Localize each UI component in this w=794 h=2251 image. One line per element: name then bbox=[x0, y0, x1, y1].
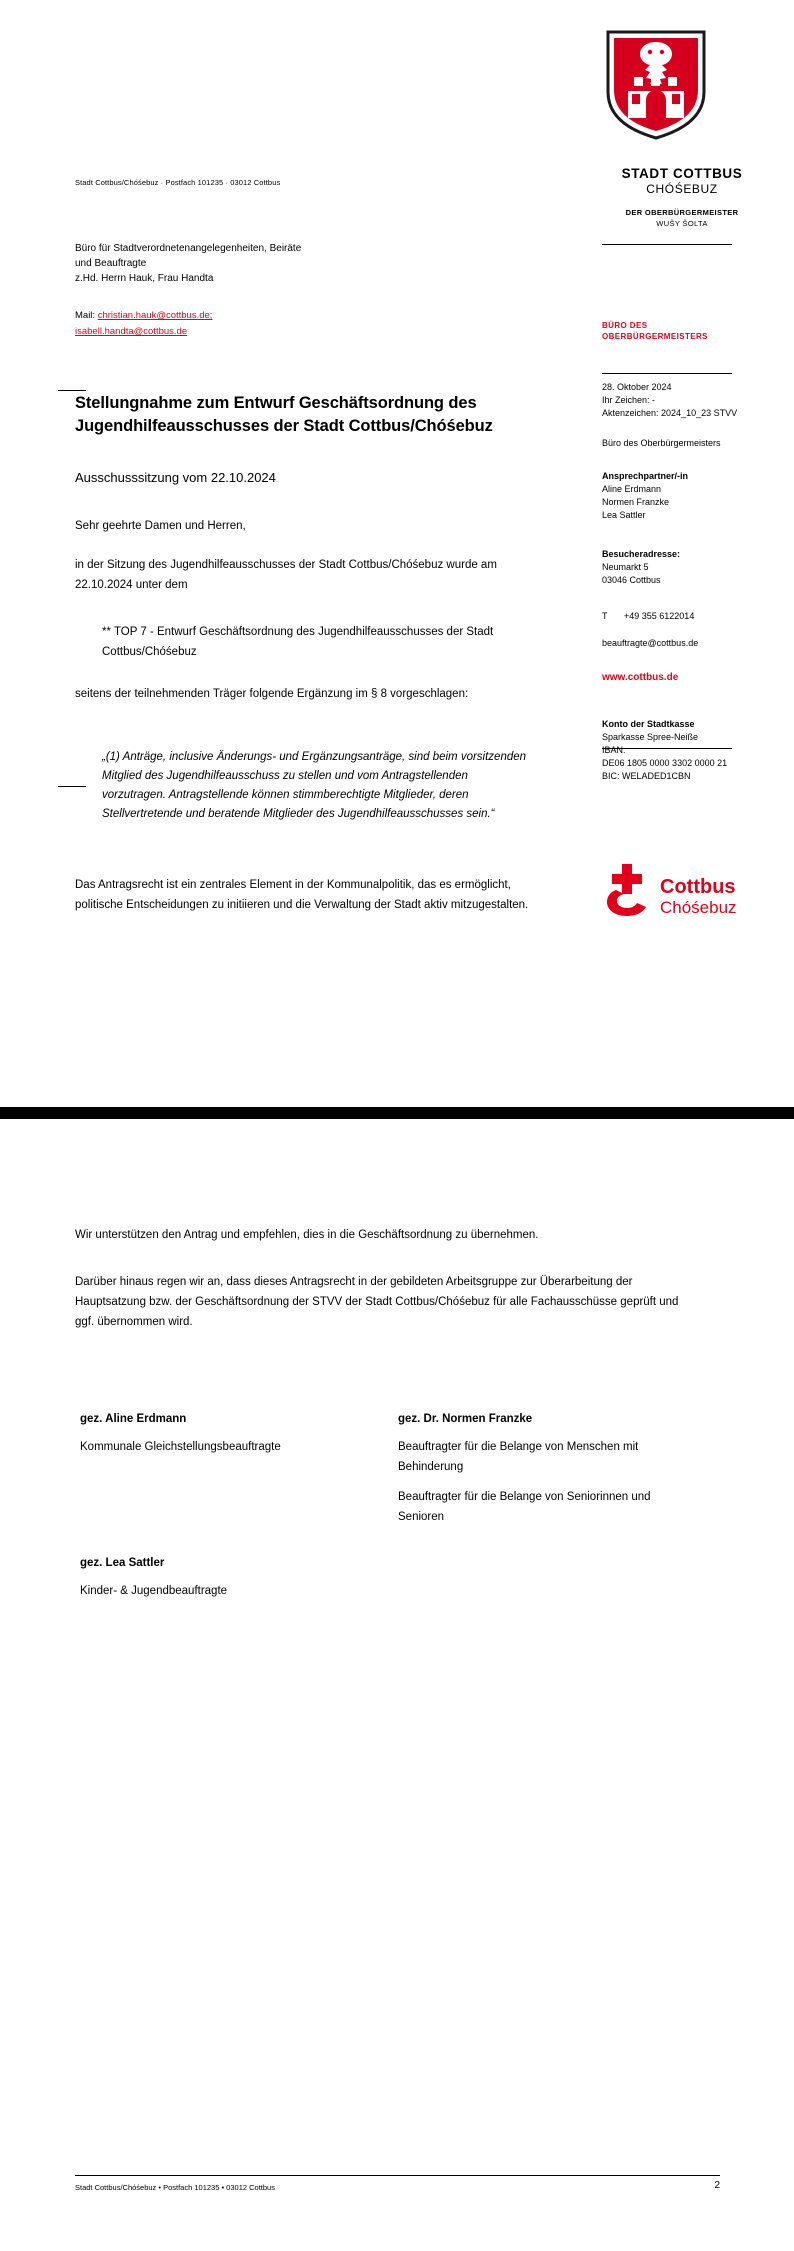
page-subtitle: Ausschusssitzung vom 22.10.2024 bbox=[75, 470, 276, 485]
meta-email[interactable]: beauftragte@cottbus.de bbox=[602, 638, 699, 648]
mail-address-1[interactable]: christian.hauk@cottbus.de; bbox=[97, 310, 213, 321]
phone-label: T bbox=[602, 611, 608, 621]
your-reference: Ihr Zeichen: - bbox=[602, 395, 656, 405]
paragraph-proposal-lead: seitens der teilnehmenden Träger folgende Ergänzung im § 8 vorgeschlagen: bbox=[75, 688, 469, 700]
paragraph-greeting: Sehr geehrte Damen und Herren, bbox=[75, 520, 246, 532]
paragraph-intro: in der Sitzung des Jugendhilfeausschusses der Stadt Cottbus/Chóśebuz wurde am 22.10.2024 unter dem bbox=[75, 559, 497, 591]
paragraph-quote: „(1) Anträge, inclusive Änderungs- und Ergänzungsanträge, sind beim vorsitzenden Mitglied des Jugendhilfeausschuss zu stellen und vom Antragstellenden vorzutragen. Antragstellende können stimmberechtigte Mitglieder, deren Stellvertretende und beratende Mitglieder des Jugendhilfeausschusses sein.“ bbox=[102, 751, 527, 820]
address-line-2: 03046 Cottbus bbox=[602, 575, 661, 585]
divider-top bbox=[602, 244, 732, 245]
paragraph-agenda-item: ** TOP 7 - Entwurf Geschäftsordnung des Jugendhilfeausschusses der Stadt Cottbus/Chóśebuz bbox=[102, 626, 494, 658]
address-line-1: Neumarkt 5 bbox=[602, 562, 649, 572]
meta-bank-title: Konto der Stadtkasse bbox=[602, 719, 695, 729]
signature-name-2: gez. Dr. Normen Franzke bbox=[398, 1413, 533, 1425]
office-label-line2: OBERBÜRGERMEISTERS bbox=[602, 332, 708, 341]
divider-middle bbox=[602, 373, 732, 374]
mail-label: Mail: bbox=[75, 310, 96, 321]
contact-name-1: Aline Erdmann bbox=[602, 484, 662, 494]
fold-mark-upper bbox=[58, 390, 86, 391]
recipient-mail-block bbox=[75, 308, 212, 340]
meta-website[interactable]: www.cottbus.de bbox=[602, 672, 679, 683]
bank-bic: BIC: WELADED1CBN bbox=[602, 771, 691, 781]
footer-page-number: 2 bbox=[714, 2180, 720, 2191]
letter-date: 28. Oktober 2024 bbox=[602, 382, 672, 392]
signature-name-3: gez. Lea Sattler bbox=[80, 1557, 165, 1569]
office-label bbox=[602, 320, 772, 342]
footer-address: Stadt Cottbus/Chóśebuz • Postfach 101235 • 03012 Cottbus bbox=[75, 2183, 275, 2192]
page-separator bbox=[0, 1107, 794, 1119]
bank-iban-label: IBAN: bbox=[602, 745, 626, 755]
file-reference: Aktenzeichen: 2024_10_23 STVV bbox=[602, 408, 738, 418]
meta-contacts bbox=[602, 483, 777, 522]
recipient-line-1: Büro für Stadtverordnetenangelegenheiten, Beiräte bbox=[75, 243, 302, 254]
paragraph-closing: Das Antragsrecht ist ein zentrales Element in der Kommunalpolitik, das es ermöglicht, politische Entscheidungen zu initiieren und die Verwaltung der Stadt aktiv mitzugestalten. bbox=[75, 879, 529, 911]
signature-role-1: Kommunale Gleichstellungsbeauftragte bbox=[80, 1441, 281, 1453]
recipient-block bbox=[75, 241, 301, 286]
meta-address bbox=[602, 561, 777, 587]
footer-divider bbox=[75, 2175, 720, 2176]
meta-address-title: Besucheradresse: bbox=[602, 549, 681, 559]
logo-word-chosebuz: Chóśebuz bbox=[660, 898, 737, 917]
mayor-label: DER OBERBÜRGERMEISTER bbox=[625, 208, 739, 217]
meta-office: Büro des Oberbürgermeisters bbox=[602, 438, 721, 448]
meta-contacts-title: Ansprechpartner/-in bbox=[602, 471, 689, 481]
recipient-line-2: und Beauftragte bbox=[75, 258, 147, 269]
fold-mark-lower bbox=[58, 786, 86, 787]
signature-role-2b: Beauftragter für die Belange von Seniorinnen und Senioren bbox=[398, 1491, 651, 1523]
meta-bank bbox=[602, 731, 777, 783]
bank-iban: DE06 1805 0000 3302 0000 21 bbox=[602, 758, 728, 768]
logo-word-cottbus: Cottbus bbox=[660, 876, 736, 898]
recipient-line-3: z.Hd. Herrn Hauk, Frau Handta bbox=[75, 273, 214, 284]
signature-role-3: Kinder- & Jugendbeauftragte bbox=[80, 1585, 228, 1597]
paragraph-support: Wir unterstützen den Antrag und empfehlen, dies in die Geschäftsordnung zu übernehmen. bbox=[75, 1229, 539, 1241]
cottbus-logo bbox=[602, 860, 752, 935]
coat-of-arms-icon bbox=[602, 28, 710, 140]
page-title: Stellungnahme zum Entwurf Geschäftsordnung des Jugendhilfeausschusses der Stadt Cottbus/Chóśebuz bbox=[75, 394, 493, 435]
office-label-line1: BÜRO DES bbox=[602, 321, 648, 330]
signature-role-2: Beauftragter für die Belange von Menschen mit Behinderung bbox=[398, 1441, 639, 1473]
meta-date-block bbox=[602, 381, 777, 420]
paragraph-recommendation: Darüber hinaus regen wir an, dass dieses Antragsrecht in der gebildeten Arbeitsgruppe zur Überarbeitung der Hauptsatzung bzw. der Geschäftsordnung der STVV der Stadt Cottbus/Chóśebuz für alle Fachausschüsse geprüft und ggf. übernommen wird. bbox=[75, 1276, 679, 1328]
mail-address-2[interactable]: isabell.handta@cottbus.de bbox=[75, 326, 188, 337]
contact-name-2: Normen Franzke bbox=[602, 497, 670, 507]
contact-name-3: Lea Sattler bbox=[602, 510, 646, 520]
city-name-wendish: CHÓŚEBUZ bbox=[646, 182, 718, 196]
signature-name-1: gez. Aline Erdmann bbox=[80, 1413, 187, 1425]
city-name: STADT COTTBUS bbox=[621, 166, 743, 181]
mayor-label-wendish: WUŠY ŠOLTA bbox=[656, 219, 708, 228]
return-address-line: Stadt Cottbus/Chóśebuz · Postfach 101235 · 03012 Cottbus bbox=[75, 178, 281, 187]
phone-number: +49 355 6122014 bbox=[624, 611, 695, 621]
bank-name: Sparkasse Spree-Neiße bbox=[602, 732, 699, 742]
meta-phone bbox=[602, 610, 777, 623]
